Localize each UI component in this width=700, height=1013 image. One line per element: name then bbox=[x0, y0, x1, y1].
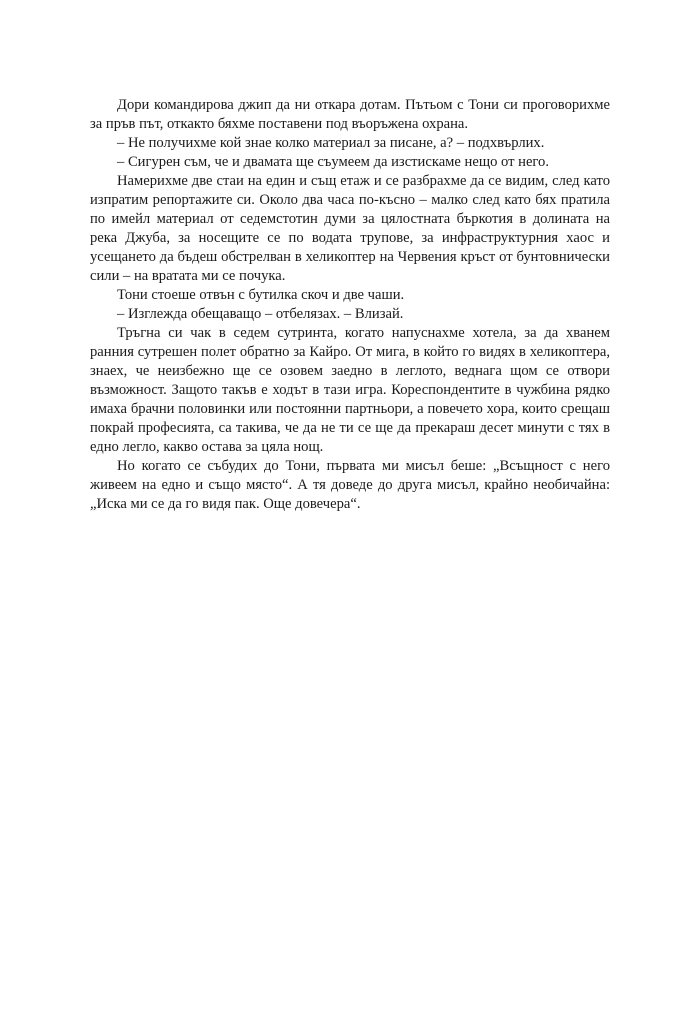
body-text bbox=[90, 96, 610, 514]
paragraph-4: Намерихме две стаи на един и същ етаж и се разбрахме да се видим, след като изпратим репортажите си. Около два часа по-късно – малко след като бях пратила по имейл материал от седемстотин думи за цялостната бъркотия в долината на река Джуба, за носещите се по водата трупове, за инфраструктурния хаос и усещането да бъдеш обстрелван в хеликоптер на Червения кръст от бунтовнически сили – на вратата ми се почука. bbox=[90, 173, 610, 284]
paragraph-1: Дори командирова джип да ни откара дотам. Пътьом с Тони си проговорихме за пръв път, откакто бяхме поставени под въоръжена охрана. bbox=[90, 97, 610, 132]
paragraph-5: Тони стоеше отвън с бутилка скоч и две чаши. bbox=[117, 287, 405, 303]
paragraph-2: – Не получихме кой знае колко материал за писане, а? – подхвърлих. bbox=[117, 135, 545, 151]
paragraph-8: Но когато се събудих до Тони, първата ми мисъл беше: „Всъщност с него живеем на едно и също място“. А тя доведе до друга мисъл, крайно необичайна: „Иска ми се да го видя пак. Още довечера“. bbox=[90, 458, 610, 512]
paragraph-3: – Сигурен съм, че и двамата ще съумеем да изстискаме нещо от него. bbox=[117, 154, 549, 170]
paragraph-6: – Изглежда обещаващо – отбелязах. – Влизай. bbox=[117, 306, 404, 322]
paragraph-7: Тръгна си чак в седем сутринта, когато напуснахме хотела, за да хванем ранния сутрешен полет обратно за Кайро. От мига, в който го видях в хеликоптера, знаех, че неизбежно ще се озовем заедно в леглото, веднага щом се отвори възможност. Защото такъв е ходът в тази игра. Кореспондентите в чужбина рядко имаха брачни половинки или постоянни партньори, а повечето хора, които срещаш покрай професията, са такива, че да не ти се ще да прекараш десет минути с тях в едно легло, какво остава за цяла нощ. bbox=[90, 325, 610, 455]
